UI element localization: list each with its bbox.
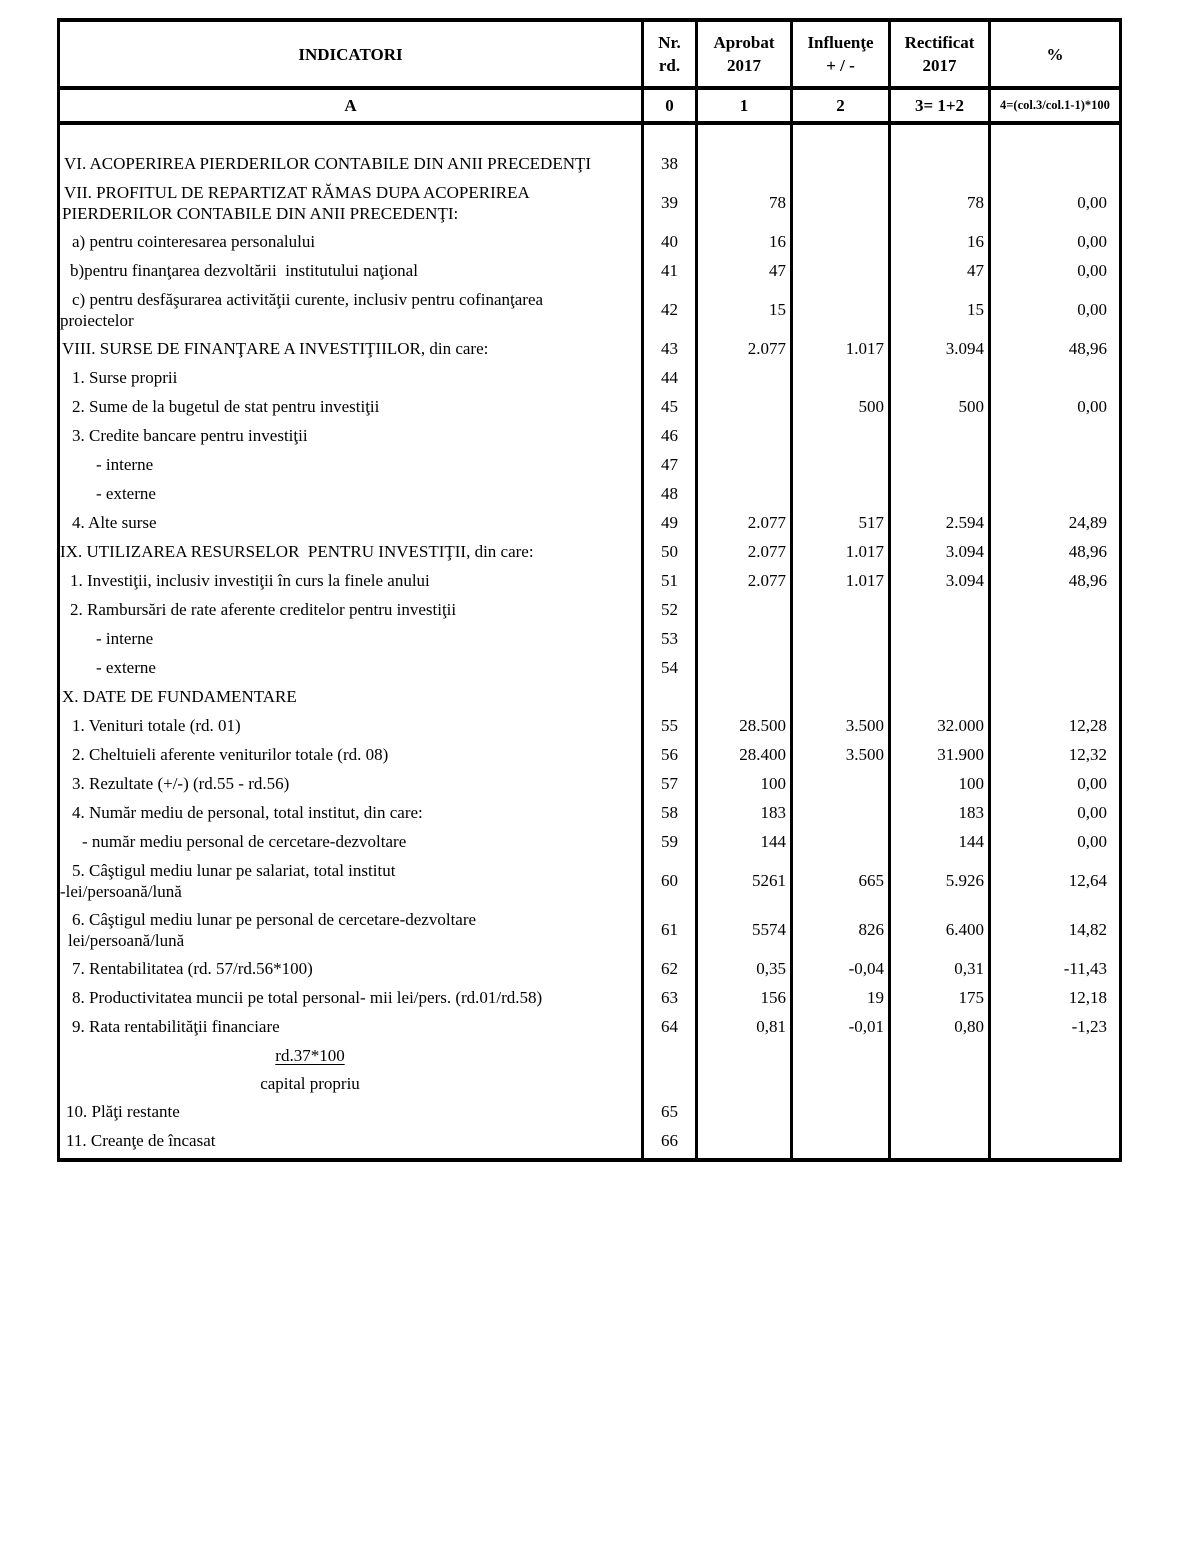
header-percent-label: %: [1046, 44, 1064, 64]
indicator-cell: [60, 1012, 641, 1041]
column-divider: [888, 125, 891, 1158]
indicator-label: 3. Credite bancare pentru investiţii: [72, 426, 308, 445]
rectificat-value-cell: 78: [967, 192, 984, 212]
aprobat-value-cell: 100: [760, 773, 786, 793]
table-row: [60, 508, 1119, 537]
indicator-cell: [60, 149, 641, 178]
percent-value-cell: [988, 1041, 1119, 1069]
indicator-cell: [60, 624, 641, 653]
indicator-label: VII. PROFITUL DE REPARTIZAT RĂMAS DUPA ACOPERIREA: [64, 182, 530, 202]
percent-value-cell: [988, 682, 1119, 711]
table-row: [60, 1069, 1119, 1097]
influente-value-cell: [790, 450, 888, 479]
percent-value-cell: 0,00: [1077, 802, 1107, 822]
aprobat-value-cell: [695, 1041, 790, 1069]
indicator-label: VIII. SURSE DE FINANŢARE A INVESTIŢIILOR, din care:: [62, 339, 489, 358]
percent-value-cell: -11,43: [1063, 958, 1107, 978]
influente-value-cell: [790, 178, 888, 227]
indicator-cell: [60, 856, 641, 905]
rectificat-value-cell: [888, 149, 988, 178]
influente-value-cell: [790, 1041, 888, 1069]
indicator-label: - interne: [96, 629, 154, 648]
rectificat-value-cell: 47: [967, 260, 984, 280]
row-number-cell: 40: [661, 231, 678, 251]
column-divider: [988, 125, 991, 1158]
indicator-cell: [60, 769, 641, 798]
percent-value-cell: [988, 1069, 1119, 1097]
rectificat-value-cell: 15: [967, 299, 984, 319]
header-rectificat: [888, 22, 988, 86]
row-number-cell: 45: [661, 396, 678, 416]
percent-value-cell: [988, 363, 1119, 392]
row-number-cell: 61: [661, 919, 678, 939]
percent-value-cell: [988, 595, 1119, 624]
row-number-cell: 50: [661, 541, 678, 561]
header-rectificat-line1: Rectificat: [904, 33, 975, 52]
row-number-cell: 62: [661, 958, 678, 978]
aprobat-value-cell: [695, 149, 790, 178]
influente-value-cell: 1.017: [845, 541, 884, 561]
aprobat-value-cell: 5261: [752, 870, 786, 890]
indicator-cell: [60, 1126, 641, 1155]
percent-value-cell: 12,18: [1068, 987, 1107, 1007]
indicator-cell: [60, 711, 641, 740]
rectificat-value-cell: 144: [958, 831, 984, 851]
percent-value-cell: [988, 1097, 1119, 1126]
table-subheader-row: [60, 90, 1119, 125]
aprobat-value-cell: [695, 392, 790, 421]
table-row: [60, 740, 1119, 769]
indicator-label: - număr mediu personal de cercetare-dezvoltare: [82, 832, 407, 851]
influente-value-cell: [790, 227, 888, 256]
percent-value-cell: 0,00: [1077, 231, 1107, 251]
table-row: [60, 566, 1119, 595]
column-divider: [790, 125, 793, 1158]
table-row: [60, 285, 1119, 334]
indicator-cell: [60, 1097, 641, 1126]
percent-value-cell: 0,00: [1077, 260, 1107, 280]
indicator-cell: [60, 983, 641, 1012]
table-row: [60, 256, 1119, 285]
percent-value-cell: [988, 149, 1119, 178]
row-number-cell: 41: [661, 260, 678, 280]
influente-value-cell: [790, 285, 888, 334]
percent-value-cell: 12,64: [1068, 870, 1107, 890]
indicator-label: c) pentru desfăşurarea activităţii curente, inclusiv pentru cofinanţarea: [72, 289, 544, 309]
aprobat-value-cell: 28.400: [739, 744, 786, 764]
aprobat-value-cell: 0,35: [756, 958, 786, 978]
row-number-cell: 63: [661, 987, 678, 1007]
indicator-cell: [60, 392, 641, 421]
row-number-cell: 57: [661, 773, 678, 793]
aprobat-value-cell: 2.077: [747, 512, 786, 532]
table-row: [60, 711, 1119, 740]
row-number-cell: 64: [661, 1016, 678, 1036]
table-header-row: [60, 22, 1119, 90]
table-row: [60, 537, 1119, 566]
row-number-cell: 46: [661, 425, 678, 445]
rectificat-value-cell: [888, 595, 988, 624]
rectificat-value-cell: [888, 1041, 988, 1069]
influente-value-cell: [790, 769, 888, 798]
rectificat-value-cell: 32.000: [937, 715, 984, 735]
table-row: [60, 334, 1119, 363]
aprobat-value-cell: 144: [760, 831, 786, 851]
indicator-cell: [60, 1069, 641, 1097]
rectificat-value-cell: [888, 682, 988, 711]
table-row: [60, 624, 1119, 653]
influente-value-cell: -0,04: [848, 958, 884, 978]
rectificat-value-cell: 5.926: [945, 870, 984, 890]
row-number-cell: 53: [661, 628, 678, 648]
row-number-cell: [641, 1041, 695, 1069]
influente-value-cell: [790, 682, 888, 711]
percent-value-cell: 0,00: [1077, 831, 1107, 851]
row-number-cell: [641, 1069, 695, 1097]
subheader-col0: 0: [641, 90, 695, 121]
table-row: [60, 421, 1119, 450]
indicator-label: b)pentru finanţarea dezvoltării institutului naţional: [70, 261, 418, 280]
header-nr-rd: [641, 22, 695, 86]
row-number-cell: 65: [661, 1101, 678, 1121]
financial-table: [57, 18, 1122, 1162]
percent-value-cell: 14,82: [1068, 919, 1107, 939]
indicator-label: 3. Rezultate (+/-) (rd.55 - rd.56): [72, 774, 290, 793]
aprobat-value-cell: [695, 1069, 790, 1097]
indicator-label-line2: lei/persoană/lună: [68, 930, 185, 950]
indicator-label: 2. Sume de la bugetul de stat pentru investiţii: [72, 397, 380, 416]
indicator-label: 2. Cheltuieli aferente veniturilor totale (rd. 08): [72, 745, 389, 764]
subheader-col2: 2: [790, 90, 888, 121]
indicator-cell: [60, 905, 641, 954]
rectificat-value-cell: 2.594: [945, 512, 984, 532]
indicator-label-line2: -lei/persoană/lună: [60, 881, 182, 901]
influente-value-cell: [790, 798, 888, 827]
rectificat-value-cell: [888, 363, 988, 392]
table-row: [60, 653, 1119, 682]
aprobat-value-cell: 15: [769, 299, 786, 319]
row-number-cell: 42: [661, 299, 678, 319]
influente-value-cell: 517: [858, 512, 884, 532]
influente-value-cell: [790, 1126, 888, 1155]
table-body: [60, 125, 1119, 1158]
influente-value-cell: 500: [858, 396, 884, 416]
indicator-label: 4. Număr mediu de personal, total institut, din care:: [72, 803, 423, 822]
table-row: [60, 227, 1119, 256]
influente-value-cell: [790, 149, 888, 178]
percent-value-cell: 24,89: [1068, 512, 1107, 532]
indicator-label: - externe: [96, 484, 156, 503]
subheader-a: A: [344, 96, 357, 115]
table-row: [60, 479, 1119, 508]
rectificat-value-cell: [888, 1126, 988, 1155]
aprobat-value-cell: [695, 682, 790, 711]
rectificat-value-cell: [888, 450, 988, 479]
row-number-cell: 43: [661, 338, 678, 358]
percent-value-cell: 0,00: [1077, 396, 1107, 416]
aprobat-value-cell: 2.077: [747, 338, 786, 358]
header-aprobat: [695, 22, 790, 86]
aprobat-value-cell: [695, 450, 790, 479]
header-rectificat-line2: 2017: [922, 56, 957, 75]
aprobat-value-cell: 28.500: [739, 715, 786, 735]
row-number-cell: 66: [661, 1130, 678, 1150]
indicator-label: a) pentru cointeresarea personalului: [72, 232, 316, 251]
percent-value-cell: 12,28: [1068, 715, 1107, 735]
indicator-cell: [60, 798, 641, 827]
indicator-label: 5. Câştigul mediu lunar pe salariat, total institut: [72, 860, 396, 880]
rectificat-value-cell: 175: [958, 987, 984, 1007]
indicator-cell: [60, 450, 641, 479]
aprobat-value-cell: [695, 1126, 790, 1155]
indicator-label: capital propriu: [260, 1073, 360, 1093]
percent-value-cell: 0,00: [1077, 192, 1107, 212]
influente-value-cell: 665: [858, 870, 884, 890]
indicator-cell: [60, 285, 641, 334]
percent-value-cell: [988, 421, 1119, 450]
table-row: [60, 798, 1119, 827]
indicator-label: 6. Câştigul mediu lunar pe personal de cercetare-dezvoltare: [72, 909, 477, 929]
aprobat-value-cell: 5574: [752, 919, 786, 939]
row-number-cell: 55: [661, 715, 678, 735]
header-nr-line2: rd.: [658, 56, 681, 75]
subheader-col3: 3= 1+2: [888, 90, 988, 121]
indicator-cell: [60, 566, 641, 595]
indicator-label: 1. Venituri totale (rd. 01): [72, 716, 241, 735]
percent-value-cell: [988, 479, 1119, 508]
indicator-label: - interne: [96, 455, 154, 474]
indicator-label: IX. UTILIZAREA RESURSELOR PENTRU INVESTIŢII, din care:: [60, 542, 534, 561]
influente-value-cell: [790, 595, 888, 624]
rectificat-value-cell: 16: [967, 231, 984, 251]
rectificat-value-cell: [888, 1097, 988, 1126]
indicator-cell: [60, 479, 641, 508]
row-number-cell: 51: [661, 570, 678, 590]
row-number-cell: 47: [661, 454, 678, 474]
influente-value-cell: [790, 256, 888, 285]
header-aprobat-line1: Aprobat: [713, 33, 775, 52]
indicator-label: 7. Rentabilitatea (rd. 57/rd.56*100): [72, 959, 313, 978]
indicator-cell: [60, 256, 641, 285]
aprobat-value-cell: 156: [760, 987, 786, 1007]
influente-value-cell: 3.500: [845, 744, 884, 764]
indicator-label: 11. Creanţe de încasat: [66, 1131, 216, 1150]
percent-value-cell: [988, 624, 1119, 653]
rectificat-value-cell: 0,31: [954, 958, 984, 978]
indicator-label: 8. Productivitatea muncii pe total personal- mii lei/pers. (rd.01/rd.58): [72, 988, 543, 1007]
aprobat-value-cell: [695, 624, 790, 653]
indicator-label-line2: proiectelor: [60, 310, 134, 330]
row-number-cell: 60: [661, 870, 678, 890]
rectificat-value-cell: 500: [958, 396, 984, 416]
table-row: [60, 1041, 1119, 1069]
indicator-cell: [60, 954, 641, 983]
indicator-cell: [60, 508, 641, 537]
subheader-col1: 1: [695, 90, 790, 121]
rectificat-value-cell: 6.400: [945, 919, 984, 939]
influente-value-cell: [790, 479, 888, 508]
aprobat-value-cell: 2.077: [747, 541, 786, 561]
table-row: [60, 682, 1119, 711]
indicator-label-line2: PIERDERILOR CONTABILE DIN ANII PRECEDENŢI:: [62, 203, 459, 223]
row-number-cell: 56: [661, 744, 678, 764]
aprobat-value-cell: [695, 479, 790, 508]
table-row: [60, 905, 1119, 954]
indicator-cell: [60, 595, 641, 624]
row-number-cell: 38: [661, 153, 678, 173]
header-influente: [790, 22, 888, 86]
row-number-cell: 49: [661, 512, 678, 532]
indicator-label: rd.37*100: [275, 1045, 345, 1065]
header-percent: [988, 22, 1119, 86]
indicator-cell: [60, 537, 641, 566]
table-row: [60, 769, 1119, 798]
table-row: [60, 1012, 1119, 1041]
header-aprobat-line2: 2017: [727, 56, 761, 75]
column-divider: [641, 125, 644, 1158]
indicator-cell: [60, 421, 641, 450]
table-row: [60, 392, 1119, 421]
aprobat-value-cell: [695, 595, 790, 624]
rectificat-value-cell: 31.900: [937, 744, 984, 764]
influente-value-cell: 19: [867, 987, 884, 1007]
influente-value-cell: 826: [858, 919, 884, 939]
aprobat-value-cell: 0,81: [756, 1016, 786, 1036]
influente-value-cell: [790, 827, 888, 856]
table-row: [60, 827, 1119, 856]
indicator-cell: [60, 653, 641, 682]
influente-value-cell: [790, 653, 888, 682]
aprobat-value-cell: 16: [769, 231, 786, 251]
percent-value-cell: 48,96: [1068, 570, 1107, 590]
row-number-cell: 44: [661, 367, 678, 387]
indicator-label: 1. Surse proprii: [72, 368, 178, 387]
header-influente-line2: + / -: [826, 56, 855, 75]
row-number-cell: 58: [661, 802, 678, 822]
header-indicatori-label: INDICATORI: [298, 44, 403, 64]
aprobat-value-cell: 78: [769, 192, 786, 212]
influente-value-cell: -0,01: [848, 1016, 884, 1036]
influente-value-cell: [790, 624, 888, 653]
indicator-label: 4. Alte surse: [72, 513, 157, 532]
indicator-label: 2. Rambursări de rate aferente creditelor pentru investiţii: [70, 600, 457, 619]
aprobat-value-cell: 2.077: [747, 570, 786, 590]
aprobat-value-cell: [695, 363, 790, 392]
table-row: [60, 450, 1119, 479]
aprobat-value-cell: 47: [769, 260, 786, 280]
percent-value-cell: 48,96: [1068, 541, 1107, 561]
indicator-label: 9. Rata rentabilităţii financiare: [72, 1017, 280, 1036]
rectificat-value-cell: [888, 653, 988, 682]
rectificat-value-cell: [888, 624, 988, 653]
indicator-cell: [60, 178, 641, 227]
percent-value-cell: 12,32: [1068, 744, 1107, 764]
header-nr-line1: Nr.: [658, 33, 681, 52]
aprobat-value-cell: [695, 1097, 790, 1126]
percent-value-cell: [988, 1126, 1119, 1155]
row-number-cell: 48: [661, 483, 678, 503]
indicator-cell: [60, 1041, 641, 1069]
subheader-col4-formula: 4=(col.3/col.1-1)*100: [988, 90, 1119, 121]
row-number-cell: 39: [661, 192, 678, 212]
row-number-cell: 54: [661, 657, 678, 677]
rectificat-value-cell: 183: [958, 802, 984, 822]
indicator-cell: [60, 334, 641, 363]
rectificat-value-cell: [888, 1069, 988, 1097]
percent-value-cell: 48,96: [1068, 338, 1107, 358]
rectificat-value-cell: 3.094: [945, 541, 984, 561]
rectificat-value-cell: 3.094: [945, 338, 984, 358]
column-divider: [695, 125, 698, 1158]
aprobat-value-cell: 183: [760, 802, 786, 822]
indicator-cell: [60, 827, 641, 856]
influente-value-cell: 3.500: [845, 715, 884, 735]
aprobat-value-cell: [695, 653, 790, 682]
percent-value-cell: [988, 450, 1119, 479]
aprobat-value-cell: [695, 421, 790, 450]
rectificat-value-cell: 0,80: [954, 1016, 984, 1036]
indicator-cell: [60, 363, 641, 392]
indicator-label: VI. ACOPERIREA PIERDERILOR CONTABILE DIN ANII PRECEDENŢI: [64, 154, 592, 173]
table-row: [60, 856, 1119, 905]
percent-value-cell: 0,00: [1077, 773, 1107, 793]
header-influente-line1: Influenţe: [807, 33, 874, 52]
influente-value-cell: [790, 1069, 888, 1097]
table-row: [60, 363, 1119, 392]
indicator-cell: [60, 227, 641, 256]
influente-value-cell: [790, 1097, 888, 1126]
influente-value-cell: [790, 421, 888, 450]
percent-value-cell: 0,00: [1077, 299, 1107, 319]
header-indicatori: [60, 22, 641, 86]
table-row: [60, 954, 1119, 983]
row-number-cell: 59: [661, 831, 678, 851]
indicator-label: 10. Plăţi restante: [66, 1102, 180, 1121]
row-number-cell: [641, 682, 695, 711]
table-row: [60, 1097, 1119, 1126]
influente-value-cell: [790, 363, 888, 392]
rectificat-value-cell: [888, 479, 988, 508]
rectificat-value-cell: [888, 421, 988, 450]
row-number-cell: 52: [661, 599, 678, 619]
table-row: [60, 1126, 1119, 1155]
indicator-label: X. DATE DE FUNDAMENTARE: [62, 687, 297, 706]
rectificat-value-cell: 3.094: [945, 570, 984, 590]
table-row: [60, 149, 1119, 178]
influente-value-cell: 1.017: [845, 570, 884, 590]
percent-value-cell: [988, 653, 1119, 682]
indicator-label: 1. Investiţii, inclusiv investiţii în curs la finele anului: [70, 571, 430, 590]
influente-value-cell: 1.017: [845, 338, 884, 358]
table-row: [60, 178, 1119, 227]
rectificat-value-cell: 100: [958, 773, 984, 793]
indicator-cell: [60, 682, 641, 711]
table-row: [60, 983, 1119, 1012]
indicator-cell: [60, 740, 641, 769]
percent-value-cell: -1,23: [1071, 1016, 1107, 1036]
table-row: [60, 595, 1119, 624]
indicator-label: - externe: [96, 658, 156, 677]
